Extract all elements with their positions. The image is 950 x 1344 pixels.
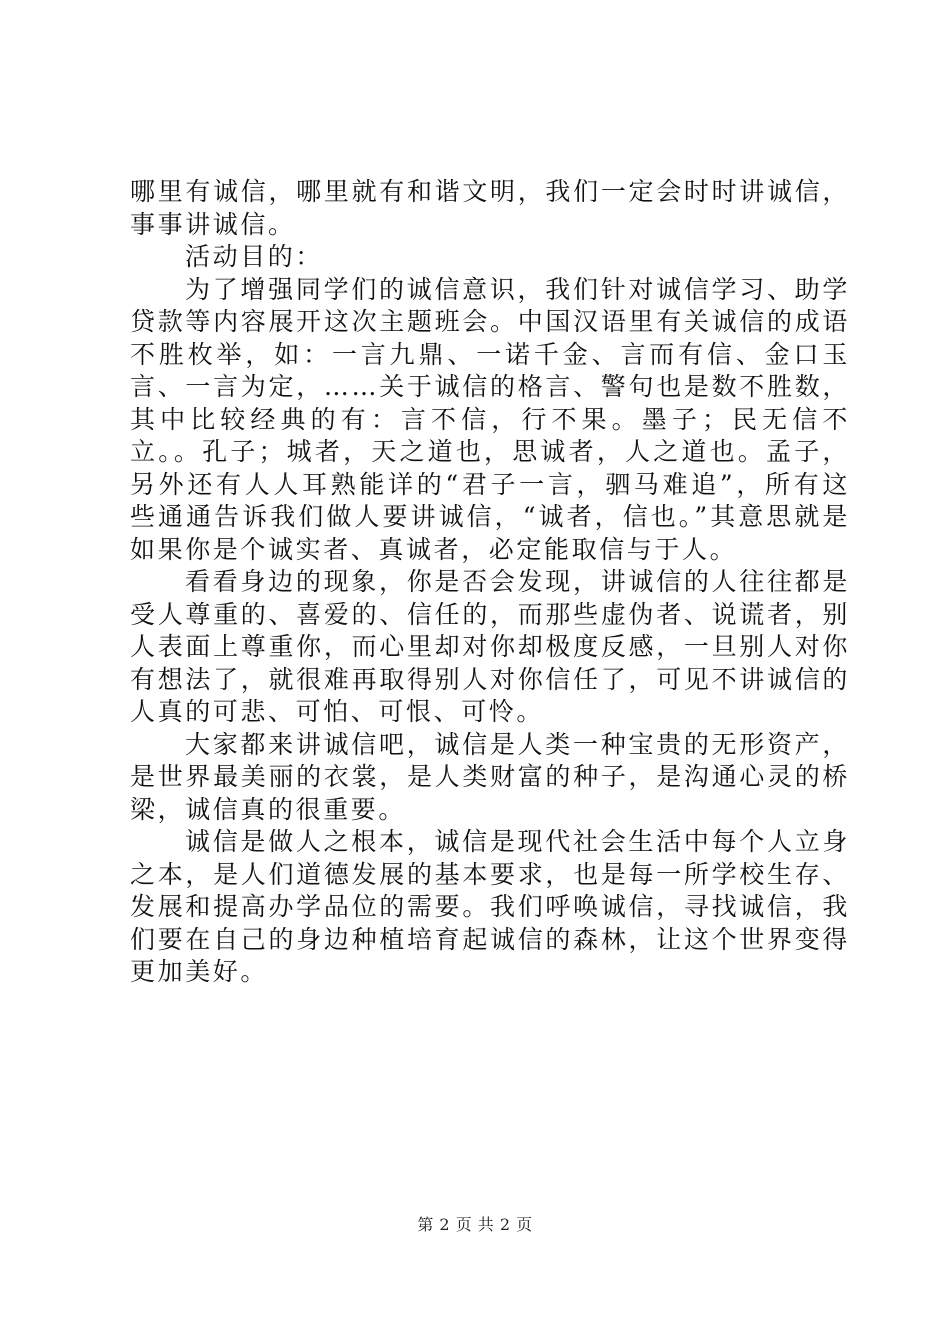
page-number-footer: 第 2 页 共 2 页: [417, 1215, 533, 1234]
document-body: [130, 176, 850, 989]
paragraph-observation: 看看身边的现象，你是否会发现，讲诚信的人往往都是受人尊重的、喜爱的、信任的，而那些虚伪者、说谎者，别人表面上尊重你，而心里却对你却极度反感，一旦别人对你有想法了，就很难再取得别人对你信任了，可见不讲诚信的人真的可悲、可怕、可恨、可怜。: [130, 567, 850, 726]
paragraph-purpose: 为了增强同学们的诚信意识，我们针对诚信学习、助学贷款等内容展开这次主题班会。中国汉语里有关诚信的成语不胜枚举，如：一言九鼎、一诺千金、言而有信、金口玉言、一言为定，……关于诚信的格言、警句也是数不胜数，其中比较经典的有：言不信，行不果。墨子；民无信不立。。孔子；城者，天之道也，思诚者，人之道也。孟子，另外还有人人耳熟能详的“君子一言，驷马难追”，所有这些通通告诉我们做人要讲诚信，“诚者，信也。”其意思就是如果你是个诚实者、真诚者，必定能取信与于人。: [130, 274, 850, 564]
paragraph-call-to-action: 大家都来讲诚信吧，诚信是人类一种宝贵的无形资产，是世界最美丽的衣裳，是人类财富的种子，是沟通心灵的桥梁，诚信真的很重要。: [130, 729, 850, 824]
paragraph-opening: 哪里有诚信，哪里就有和谐文明，我们一定会时时讲诚信，事事讲诚信。: [130, 177, 850, 239]
paragraph-conclusion: 诚信是做人之根本，诚信是现代社会生活中每个人立身之本，是人们道德发展的基本要求，也是每一所学校生存、发展和提高办学品位的需要。我们呼唤诚信，寻找诚信，我们要在自己的身边种植培育起诚信的森林，让这个世界变得更加美好。: [130, 827, 850, 986]
paragraph-activity-purpose-heading: 活动目的：: [185, 242, 324, 271]
